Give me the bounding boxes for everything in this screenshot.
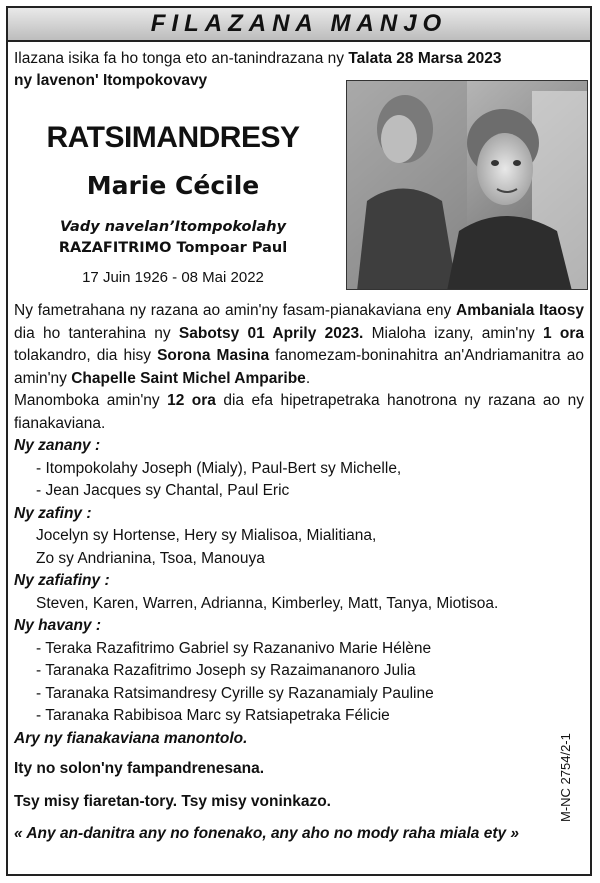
notice-title: FILAZANA MANJO [8, 8, 590, 42]
family-line: Ary ny fianakaviana manontolo. [14, 729, 248, 747]
grandchildren-item: Zo sy Andrianina, Tsoa, Manouya [36, 549, 265, 567]
burial-text-d: tolakandro, dia hisy [14, 347, 158, 364]
closing-line2: Tsy misy fiaretan-tory. Tsy misy voninkazo. [14, 792, 331, 810]
greatgrandchildren-item: Steven, Karen, Warren, Adrianna, Kimberley, Matt, Tanya, Miotisoa. [36, 594, 499, 612]
burial-text-b: dia ho tanterahina ny [14, 324, 179, 342]
relatives-item: - Taranaka Rabibisoa Marc sy Ratsiapetraka Félicie [36, 707, 390, 724]
children-item: - Itompokolahy Joseph (Mialy), Paul-Bert sy Michelle, [36, 459, 402, 477]
reference-code: M-NC 2754/2-1 [558, 733, 573, 823]
burial-text-a: Ny fametrahana ny razana ao amin'ny fasam-pianakaviana eny [14, 302, 456, 319]
burial-text-e: fanomezam-boninahitra an'Andriamanitra ao amin'ny [14, 347, 585, 387]
deceased-photo [346, 80, 588, 290]
vigil-hour: 12 ora [167, 392, 216, 409]
life-dates: 17 Juin 1926 - 08 Mai 2022 [82, 269, 264, 286]
relatives-item: - Teraka Razafitrimo Gabriel sy Razananivo Marie Hélène [36, 639, 432, 657]
notice-body [14, 300, 584, 846]
deceased-surname: RATSIMANDRESY [46, 121, 300, 154]
obituary-notice [6, 6, 592, 876]
greatgrandchildren-title: Ny zafiafiny : [14, 572, 110, 589]
deceased-given-names: Marie Cécile [86, 171, 260, 200]
burial-day: Sabotsy 01 Aprily 2023. [178, 324, 364, 342]
burial-text-f: . [305, 369, 311, 387]
relatives-title: Ny havany : [14, 617, 102, 634]
closing-quote: « Any an-danitra any no fonenako, any aho no mody raha miala ety » [14, 825, 520, 842]
mass-label: Sorona Masina [157, 347, 270, 364]
vigil-text-a: Manomboka amin'ny [14, 392, 168, 409]
intro-text: Ilazana isika fa ho tonga eto an-tanindrazana ny [14, 50, 349, 67]
spouse-line1: Vady navelan’Itompokolahy [59, 219, 287, 235]
burial-text-c: Mialoha izany, amin'ny [363, 324, 543, 342]
children-title: Ny zanany : [14, 437, 101, 454]
vigil-text-b: dia efa hipetrapetraka hanotrona ny razana ao ny fianakaviana. [14, 392, 584, 432]
burial-place: Ambaniala Itaosy [456, 302, 584, 319]
burial-paragraph [14, 300, 584, 390]
grandchildren-title: Ny zafiny : [14, 504, 92, 522]
portrait-image [347, 81, 588, 290]
intro-date: Talata 28 Marsa 2023 [348, 50, 502, 67]
grandchildren-item: Jocelyn sy Hortense, Hery sy Mialisoa, Mialitiana, [36, 527, 377, 544]
mass-hour: 1 ora [542, 324, 584, 342]
intro-text2: ny lavenon' Itompokovavy [14, 72, 208, 89]
children-item: - Jean Jacques sy Chantal, Paul Eric [36, 482, 290, 499]
chapel-name: Chapelle Saint Michel Amparibe [71, 369, 306, 387]
relatives-item: - Taranaka Razafitrimo Joseph sy Razaimananoro Julia [36, 662, 416, 679]
spouse-line2: RAZAFITRIMO Tompoar Paul [58, 240, 288, 256]
closing-line1: Ity no solon'ny fampandrenesana. [14, 760, 265, 777]
vigil-paragraph [14, 390, 584, 435]
relatives-item: - Taranaka Ratsimandresy Cyrille sy Razanamialy Pauline [36, 684, 434, 702]
